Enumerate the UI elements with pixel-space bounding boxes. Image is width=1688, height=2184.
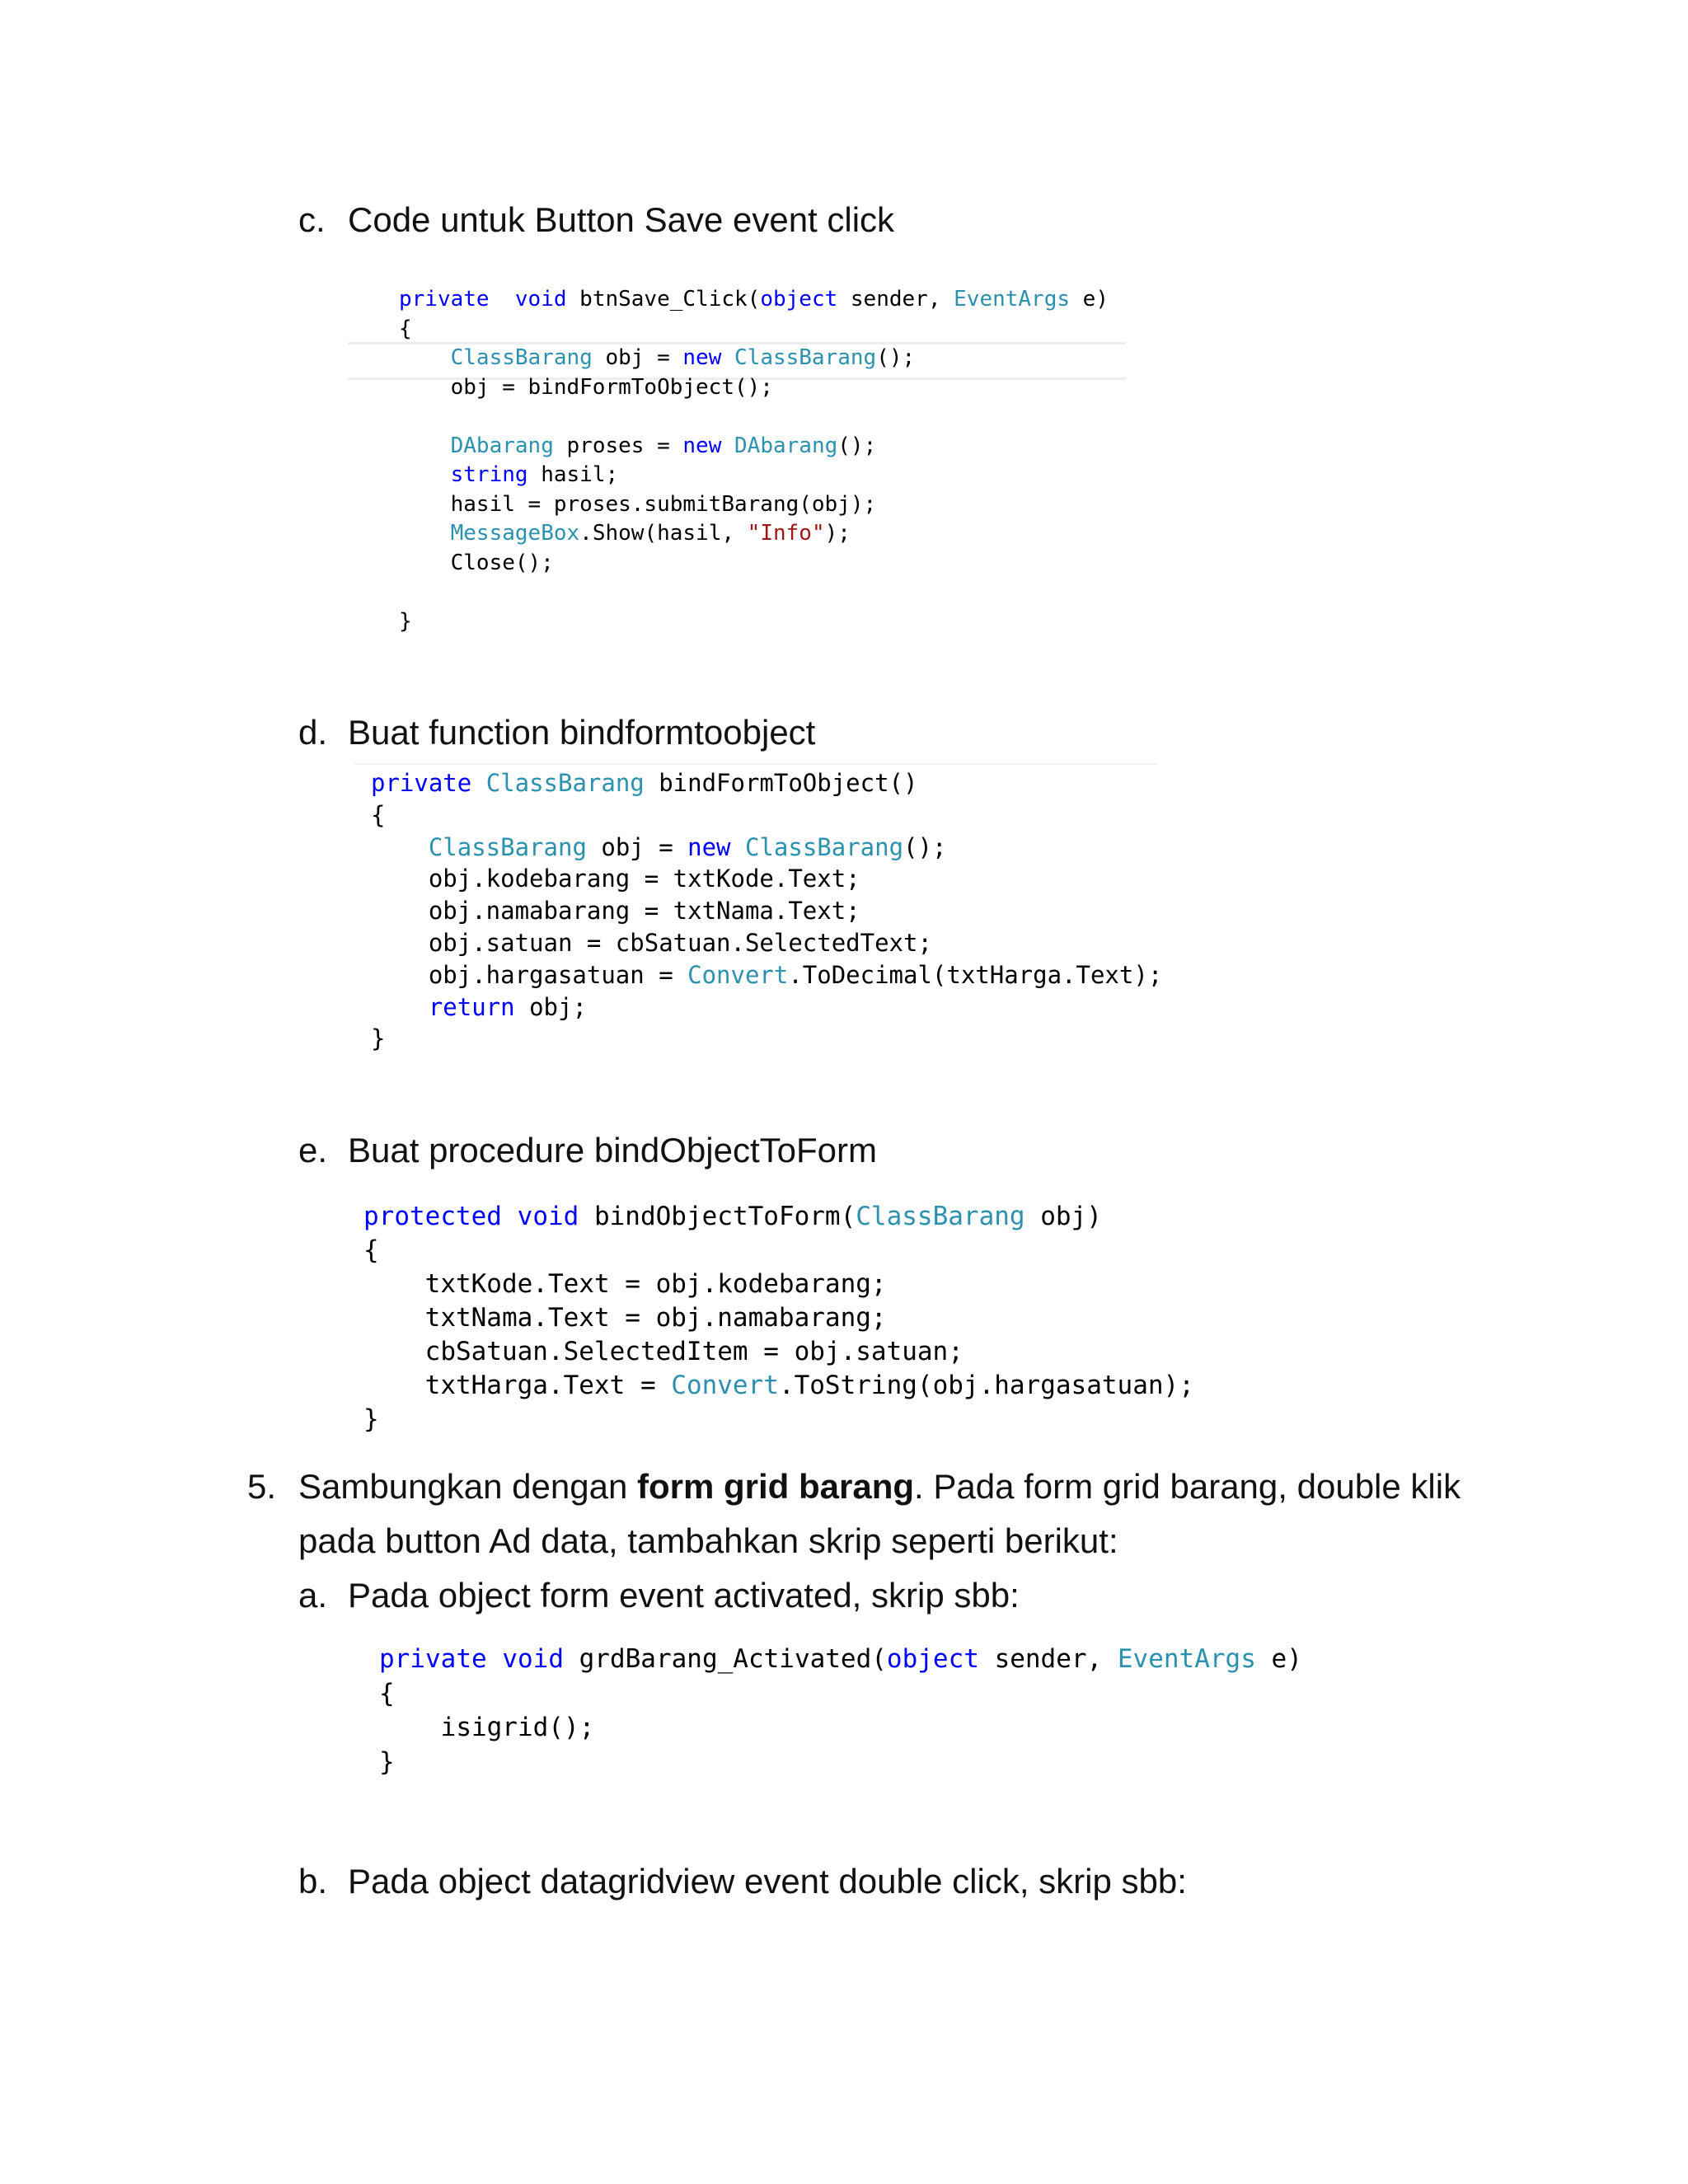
- code-type: DAbarang: [721, 433, 838, 458]
- section-a-label: a.: [298, 1576, 328, 1615]
- code-line: [399, 285, 1109, 315]
- code-block-bindformtoobject: [371, 767, 1162, 1055]
- section-c-label: c.: [298, 200, 326, 239]
- code-text: [399, 462, 451, 487]
- code-text: grdBarang_Activated(: [563, 1644, 887, 1674]
- code-keyword: object: [760, 287, 838, 312]
- code-text: bindFormToObject(): [644, 769, 918, 797]
- code-line: [363, 1369, 1194, 1403]
- code-type: ClassBarang: [485, 769, 645, 797]
- section-a-title: Pada object form event activated, skrip sbb:: [348, 1576, 1020, 1615]
- code-text: cbSatuan.SelectedItem = obj.satuan;: [363, 1337, 964, 1366]
- section-d-label: d.: [298, 713, 328, 752]
- section-e-title: Buat procedure bindObjectToForm: [348, 1131, 877, 1169]
- code-keyword: private: [371, 769, 472, 797]
- code-keyword: void: [502, 1644, 564, 1674]
- code-text: hasil = proses.submitBarang(obj);: [399, 491, 877, 517]
- code-keyword: object: [886, 1644, 979, 1674]
- code-text: ();: [876, 345, 916, 370]
- code-block-grdbarang-activated: [379, 1643, 1302, 1779]
- code-line: [399, 490, 1109, 520]
- code-text: e): [1255, 1644, 1302, 1674]
- code-keyword: return: [428, 992, 515, 1021]
- section-c-title: Code untuk Button Save event click: [348, 200, 895, 239]
- code-line: [371, 863, 1162, 895]
- section-a-heading: [298, 1576, 1020, 1615]
- code-type: DAbarang: [450, 433, 554, 458]
- code-line: [379, 1643, 1302, 1677]
- code-line: [399, 461, 1109, 490]
- code-text: }: [371, 1024, 386, 1053]
- code-keyword: void: [514, 287, 567, 312]
- code-type: ClassBarang: [856, 1202, 1025, 1231]
- section-e-heading: [298, 1131, 877, 1170]
- code-keyword: void: [517, 1202, 579, 1231]
- code-text: obj.satuan = cbSatuan.SelectedText;: [371, 928, 932, 957]
- code-line: [399, 432, 1109, 462]
- code-text: ();: [903, 832, 947, 861]
- code-text: [490, 287, 515, 312]
- section-c-heading: [298, 200, 894, 240]
- step-5-line-1: [247, 1467, 1461, 1507]
- code-keyword: new: [687, 832, 731, 861]
- step-5-text-before: Sambungkan dengan: [298, 1467, 637, 1506]
- code-line: [379, 1746, 1302, 1780]
- code-text: txtNama.Text = obj.namabarang;: [363, 1303, 887, 1333]
- code-text: obj.namabarang = txtNama.Text;: [371, 897, 860, 926]
- code-text: txtHarga.Text =: [363, 1371, 672, 1400]
- section-b-label: b.: [298, 1862, 328, 1900]
- code-line: [399, 578, 1109, 607]
- code-text: .ToString(obj.hargasatuan);: [778, 1371, 1194, 1400]
- code-line: [371, 959, 1162, 991]
- code-string: "Info": [747, 521, 825, 546]
- code-type: ClassBarang: [428, 832, 587, 861]
- code-text: sender,: [978, 1644, 1118, 1674]
- code-text: btnSave_Click(: [566, 287, 761, 312]
- code-text: );: [824, 521, 851, 546]
- code-line: [371, 1023, 1162, 1055]
- code-text: bindObjectToForm(: [579, 1202, 856, 1231]
- code-type: Convert: [687, 960, 789, 989]
- code-text: obj =: [586, 832, 688, 861]
- section-e-label: e.: [298, 1131, 328, 1169]
- code-text: obj =: [592, 345, 683, 370]
- code-block-btnsave-click: [399, 285, 1109, 636]
- code-line: [371, 767, 1162, 799]
- section-b-heading: [298, 1862, 1187, 1901]
- code-line: [399, 607, 1109, 637]
- code-text: isigrid();: [379, 1713, 595, 1742]
- code-keyword: new: [682, 433, 722, 458]
- code-text: [399, 345, 451, 370]
- code-line: [371, 927, 1162, 959]
- code-line: [399, 373, 1109, 403]
- code-type: MessageBox: [450, 521, 580, 546]
- code-text: {: [371, 800, 386, 829]
- code-keyword: private: [399, 287, 490, 312]
- code-line: [371, 832, 1162, 864]
- code-text: e): [1070, 287, 1109, 312]
- code-text: sender,: [837, 287, 954, 312]
- code-text: obj.hargasatuan =: [371, 960, 688, 989]
- code-line: [399, 344, 1109, 373]
- code-text: txtKode.Text = obj.kodebarang;: [363, 1269, 887, 1299]
- code-text: hasil;: [528, 462, 619, 487]
- code-text: .ToDecimal(txtHarga.Text);: [788, 960, 1163, 989]
- code-type: Convert: [671, 1371, 779, 1400]
- code-block-top-rule: [354, 763, 1158, 765]
- code-line: [363, 1200, 1194, 1234]
- code-type: EventArgs: [1117, 1644, 1256, 1674]
- code-line: [379, 1677, 1302, 1712]
- step-5-bold-text: form grid barang: [637, 1467, 915, 1506]
- code-keyword: new: [682, 345, 722, 370]
- code-text: [487, 1644, 503, 1674]
- section-b-title: Pada object datagridview event double click, skrip sbb:: [348, 1862, 1187, 1900]
- code-line: [399, 315, 1109, 344]
- code-block-bindobjecttoform: [363, 1200, 1194, 1436]
- section-d-heading: [298, 713, 815, 752]
- code-type: ClassBarang: [450, 345, 593, 370]
- code-text: }: [363, 1404, 379, 1434]
- step-5-line-2: pada button Ad data, tambahkan skrip seperti berikut:: [298, 1521, 1118, 1560]
- code-line: [363, 1301, 1194, 1335]
- step-5-text-after: . Pada form grid barang, double klik: [914, 1467, 1461, 1506]
- code-text: Close();: [399, 550, 554, 575]
- code-text: obj.kodebarang = txtKode.Text;: [371, 865, 860, 893]
- code-keyword: private: [379, 1644, 487, 1674]
- code-text: [471, 769, 485, 797]
- code-line: [399, 519, 1109, 549]
- code-text: {: [379, 1678, 395, 1708]
- code-text: obj = bindFormToObject();: [399, 374, 773, 400]
- code-text: [371, 993, 429, 1021]
- code-type: ClassBarang: [730, 832, 904, 861]
- code-text: obj;: [514, 992, 587, 1021]
- code-text: ();: [837, 433, 877, 458]
- code-line: [363, 1234, 1194, 1268]
- code-line: [399, 402, 1109, 432]
- code-text: [371, 833, 429, 861]
- code-text: }: [399, 608, 412, 634]
- code-line: [379, 1711, 1302, 1746]
- code-line: [363, 1403, 1194, 1436]
- code-type: EventArgs: [954, 287, 1071, 312]
- code-text: .Show(hasil,: [579, 521, 748, 546]
- code-line: [363, 1268, 1194, 1301]
- code-text: }: [379, 1746, 395, 1777]
- code-line: [363, 1335, 1194, 1369]
- code-text: [502, 1202, 518, 1231]
- code-text: {: [399, 316, 412, 341]
- code-text: obj): [1025, 1202, 1102, 1231]
- code-keyword: protected: [363, 1202, 502, 1231]
- code-keyword: string: [450, 462, 528, 487]
- code-text: [399, 521, 451, 546]
- code-line: [371, 895, 1162, 927]
- step-5-number: 5.: [247, 1467, 277, 1506]
- code-line: [371, 799, 1162, 832]
- section-d-title: Buat function bindformtoobject: [348, 713, 816, 752]
- code-line: [399, 549, 1109, 579]
- code-text: {: [363, 1235, 379, 1265]
- code-type: ClassBarang: [721, 345, 877, 370]
- code-line: [371, 991, 1162, 1024]
- code-text: proses =: [553, 433, 683, 458]
- code-text: [399, 434, 451, 458]
